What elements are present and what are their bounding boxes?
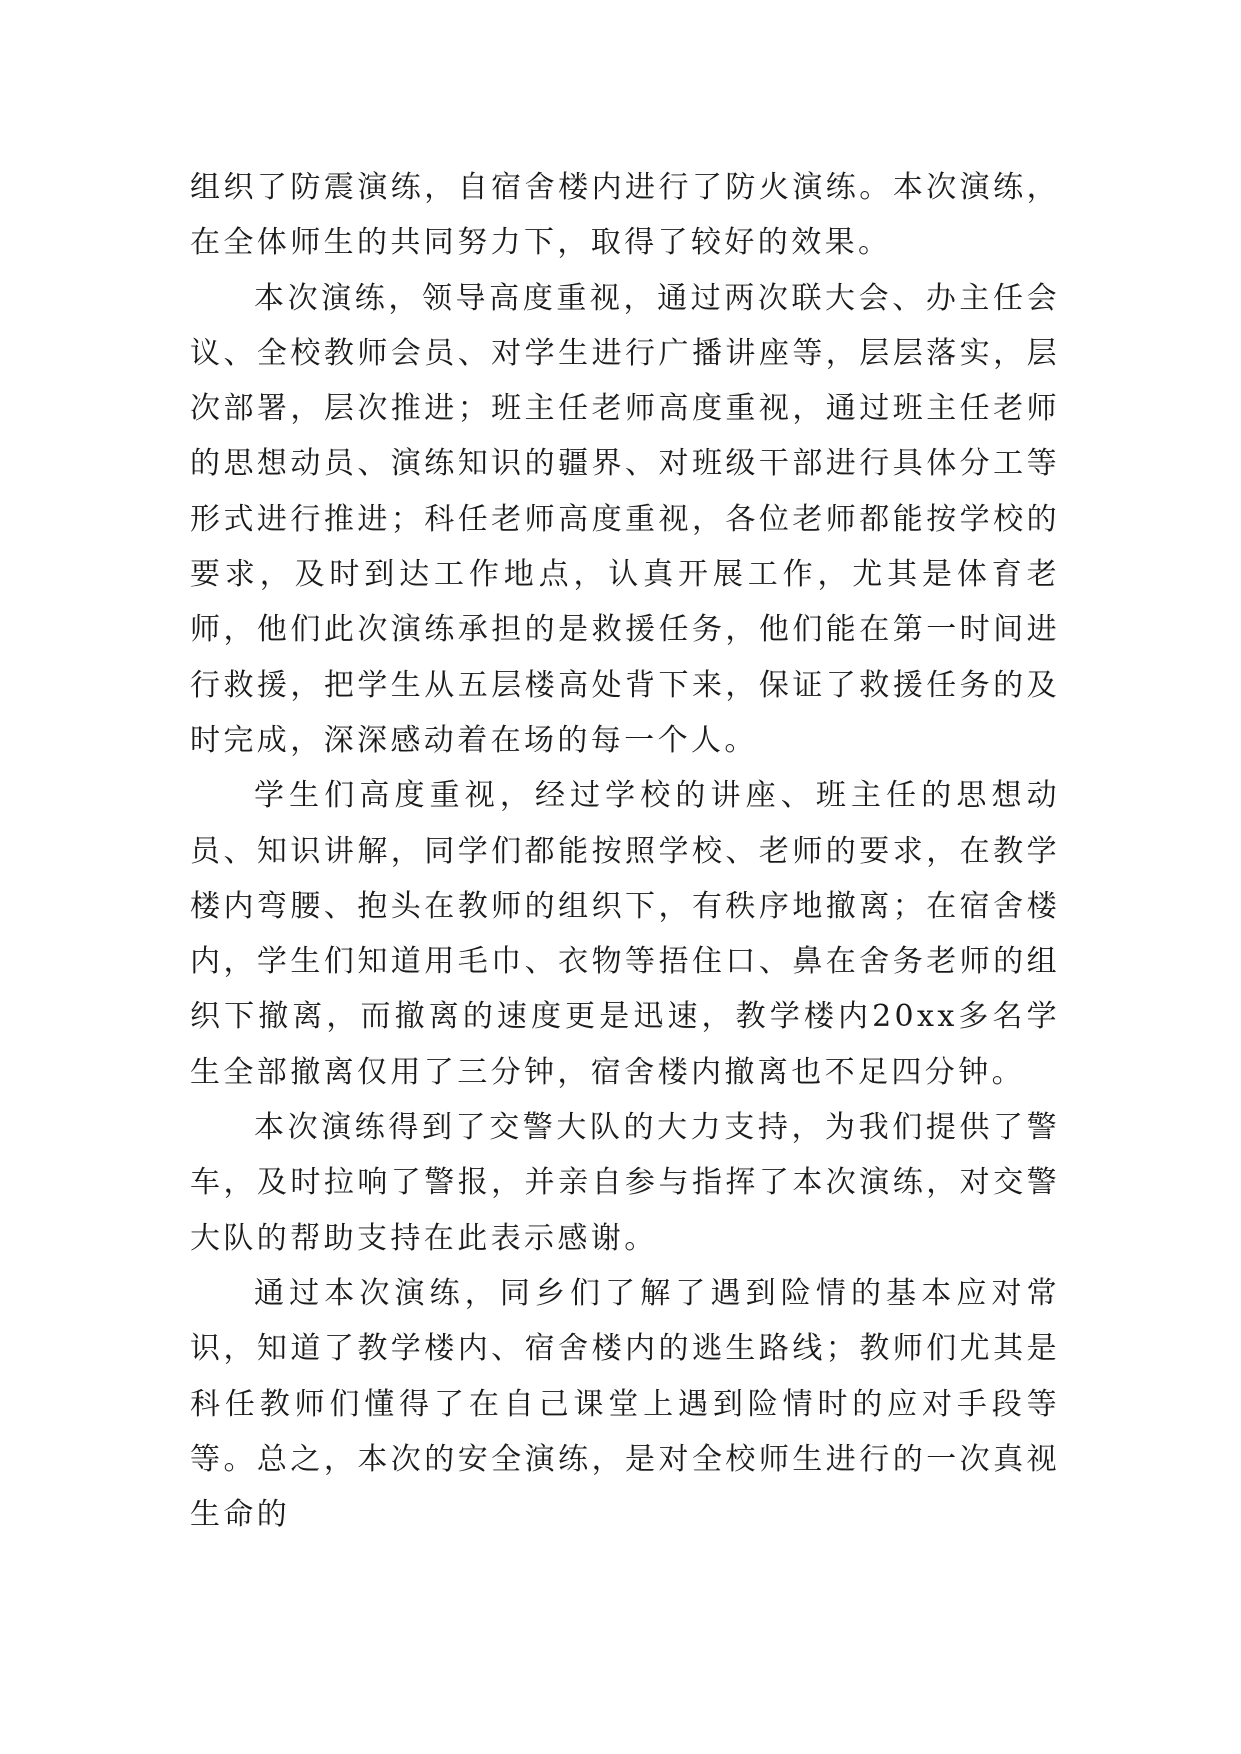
paragraph-students: 学生们高度重视，经过学校的讲座、班主任的思想动员、知识讲解，同学们都能按照学校、老师的要求，在教学楼内弯腰、抱头在教师的组织下，有秩序地撤离；在宿舍楼内，学生们知道用毛巾、衣物等捂住口、鼻在舍务老师的组织下撤离，而撤离的速度更是迅速，教学楼内20xx多名学生全部撤离仅用了三分钟，宿舍楼内撤离也不足四分钟。 — [190, 778, 1060, 1090]
paragraph-continuation: 组织了防震演练，自宿舍楼内进行了防火演练。本次演练，在全体师生的共同努力下，取得了较好的效果。 — [190, 170, 1060, 261]
paragraph-leadership: 本次演练，领导高度重视，通过两次联大会、办主任会议、全校教师会员、对学生进行广播讲座等，层层落实，层次部署，层次推进；班主任老师高度重视，通过班主任老师的思想动员、演练知识的疆界、对班级干部进行具体分工等形式进行推进；科任老师高度重视，各位老师都能按学校的要求，及时到达工作地点，认真开展工作，尤其是体育老师，他们此次演练承担的是救援任务，他们能在第一时间进行救援，把学生从五层楼高处背下来，保证了救援任务的及时完成，深深感动着在场的每一个人。 — [190, 280, 1060, 758]
paragraph-traffic-police: 本次演练得到了交警大队的大力支持，为我们提供了警车，及时拉响了警报，并亲自参与指挥了本次演练，对交警大队的帮助支持在此表示感谢。 — [190, 1110, 1060, 1256]
paragraph-summary: 通过本次演练，同乡们了解了遇到险情的基本应对常识，知道了教学楼内、宿舍楼内的逃生路线；教师们尤其是科任教师们懂得了在自己课堂上遇到险情时的应对手段等等。总之，本次的安全演练，是对全校师生进行的一次真视生命的 — [190, 1275, 1060, 1533]
document-body — [190, 160, 1060, 1542]
